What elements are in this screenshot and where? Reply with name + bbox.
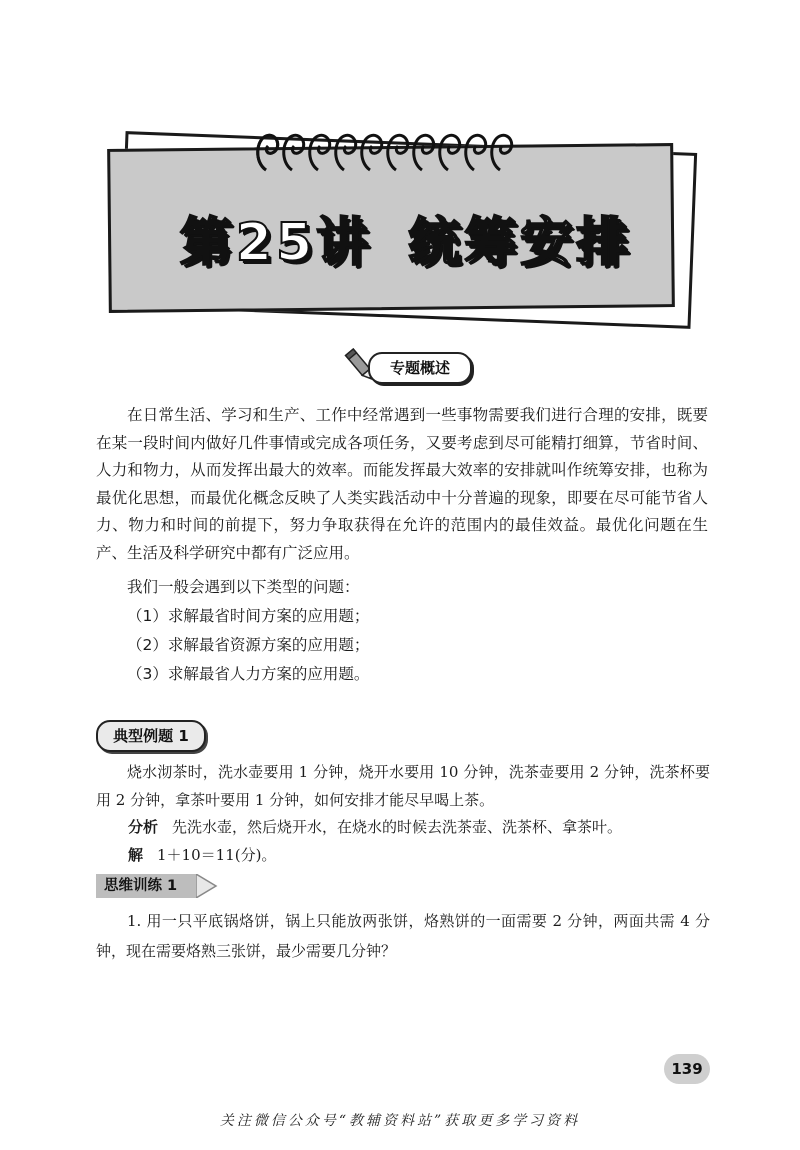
solution-key: 解	[128, 846, 144, 864]
example-badge: 典型例题 1	[96, 720, 206, 752]
example-problem: 烧水沏茶时，洗水壶要用 1 分钟，烧开水要用 10 分钟，洗茶壶要用 2 分钟，洗茶杯要用 2 分钟，拿茶叶要用 1 分钟，如何安排才能尽早喝上茶。	[96, 763, 710, 809]
list-item: （3）求解最省人力方案的应用题。	[127, 665, 370, 683]
section-overview-label: 专题概述	[368, 352, 472, 384]
arrow-right-icon	[196, 874, 218, 898]
chapter-title	[156, 200, 656, 275]
chapter-number: 第25讲	[179, 213, 373, 273]
training-label: 思维训练 1	[96, 874, 196, 898]
example-solution	[128, 842, 276, 868]
section-overview-badge	[344, 346, 474, 390]
spiral-binding-rings-icon	[252, 118, 522, 178]
problem-type-list	[127, 602, 369, 689]
analysis-text: 先洗水壶，然后烧开水，在烧水的时候去洗茶壶、洗茶杯、拿茶叶。	[172, 818, 623, 836]
training-exercise: 1. 用一只平底锅烙饼，锅上只能放两张饼，烙熟饼的一面需要 2 分钟，两面共需 4 分钟，现在需要烙熟三张饼，最少需要几分钟？	[96, 912, 710, 960]
footer-note: 关注微信公众号“教辅资料站”获取更多学习资料	[219, 1113, 581, 1129]
chapter-banner	[104, 118, 694, 328]
solution-text: 1＋10＝11(分)。	[157, 846, 277, 864]
analysis-key: 分析	[128, 818, 159, 836]
page-number: 139	[664, 1054, 710, 1084]
training-header	[96, 874, 220, 898]
list-item: （2）求解最省资源方案的应用题；	[127, 636, 370, 654]
overview-intro: 我们一般会遇到以下类型的问题：	[127, 578, 360, 596]
chapter-topic: 统筹安排	[408, 213, 633, 273]
overview-paragraph: 在日常生活、学习和生产、工作中经常遇到一些事物需要我们进行合理的安排，既要在某一段时间内做好几件事情或完成各项任务，又要考虑到尽可能精打细算，节省时间、人力和物力，从而发挥出最大的效率。而能发挥最大效率的安排就叫作统筹安排，也称为最优化思想，而最优化概念反映了人类实践活动中十分普遍的现象，即要在尽可能节省人力、物力和时间的前提下，努力争取获得在允许的范围内的最佳效益。最优化问题在生产、生活及科学研究中都有广泛应用。	[96, 406, 708, 562]
example-analysis	[128, 814, 622, 840]
list-item: （1）求解最省时间方案的应用题；	[127, 607, 370, 625]
